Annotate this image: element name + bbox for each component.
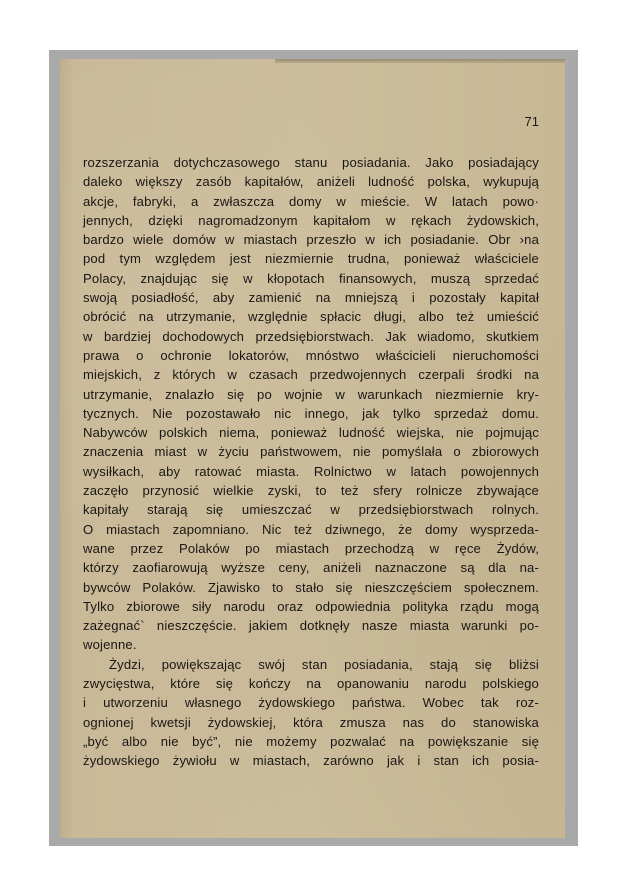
text-line: swoją posiadłość, aby zamienić na mniejszą i pozostały kapitał — [83, 290, 539, 306]
text-line: kapitały starają się umieszczać w przedsiębiorstwach rolnych. — [83, 502, 539, 518]
text-line: zaczęło przynosić wielkie zyski, to też sfery rolnicze zbywające — [83, 483, 539, 499]
text-line: wysiłkach, aby ratować miasta. Rolnictwo w latach powojennych — [83, 463, 539, 479]
paragraph-2 — [83, 655, 539, 771]
text-line: bywców Polaków. Zjawisko to stało się nieszczęściem społecznem. — [83, 579, 539, 595]
text-line: tycznych. Nie pozostawało nic innego, jak tylko sprzedaż domu. — [83, 405, 539, 421]
text-line: wojenne. — [83, 637, 137, 653]
text-line: obrócić na utrzymanie, względnie spłacic długi, albo też umieścić — [83, 309, 539, 325]
text-line: żydowskiego żywiołu w miastach, zarówno jak i stan ich posia- — [83, 753, 539, 769]
page-number: 71 — [524, 114, 539, 129]
page-body-text — [83, 153, 539, 771]
text-line: bardzo wiele domów w miastach przeszło w ich posiadanie. Obr ›na — [83, 232, 539, 248]
text-line: „być albo nie być”, nie możemy pozwalać na powiększanie się — [83, 733, 539, 749]
text-line: miejskich, z których w czasach przedwojennych czerpali środki na — [83, 367, 539, 383]
text-line: O miastach zapomniano. Nic też dziwnego, że domy wysprzeda- — [83, 521, 539, 537]
paragraph-1 — [83, 153, 539, 655]
text-line: zwycięstwa, które się kończy na opanowaniu narodu polskiego — [83, 676, 539, 692]
text-line: prawa o ochronie lokatorów, mnóstwo właścicieli nieruchomości — [83, 347, 539, 363]
text-line: znaczenia miast w życiu państwowem, nie pomyślała o zbiorowych — [83, 444, 539, 460]
text-line: rozszerzania dotychczasowego stanu posiadania. Jako posiadający — [83, 155, 539, 170]
text-line: pod tym względem jest niezmiernie trudna, ponieważ właściciele — [83, 251, 539, 267]
text-line: w bardziej dochodowych przedsiębiorstwach. Jak wiadomo, skutkiem — [83, 328, 539, 344]
text-line: zażegnać` nieszczęście. jakiem dotknęły nasze miasta warunki po- — [83, 618, 539, 634]
text-line: wane przez Polaków po miastach przechodzą w ręce Żydów, — [83, 540, 539, 556]
text-line: jennych, dzięki nagromadzonym kapitałom w rękach żydowskich, — [83, 212, 539, 228]
text-line: daleko większy zasób kapitałów, aniżeli ludność polska, wykupują — [83, 174, 539, 190]
page-top-edge — [275, 59, 565, 63]
text-line: Żydzi, powiększając swój stan posiadania, stają się bliżsi — [109, 656, 539, 672]
text-line: Polacy, znajdując się w kłopotach finansowych, muszą sprzedać — [83, 270, 539, 286]
text-line: akcje, fabryki, a zwłaszcza domy w mieście. W latach powo· — [83, 193, 539, 209]
text-line: Nabywców polskich niema, ponieważ ludność wiejska, nie pojmując — [83, 425, 539, 441]
text-line: Tylko zbiorowe siły narodu oraz odpowiednia polityka rządu mogą — [83, 598, 539, 614]
text-line: i utworzeniu własnego żydowskiego państwa. Wobec tak roz- — [83, 695, 539, 711]
text-line: ognionej kwetsji żydowskiej, która zmusza nas do stanowiska — [83, 714, 539, 730]
text-line: którzy zaofiarowują wyższe ceny, aniżeli naznaczone są dla na- — [83, 560, 539, 576]
text-line: utrzymanie, znalazło się po wojnie w warunkach niezmiernie kry- — [83, 386, 539, 402]
book-page — [60, 59, 565, 838]
